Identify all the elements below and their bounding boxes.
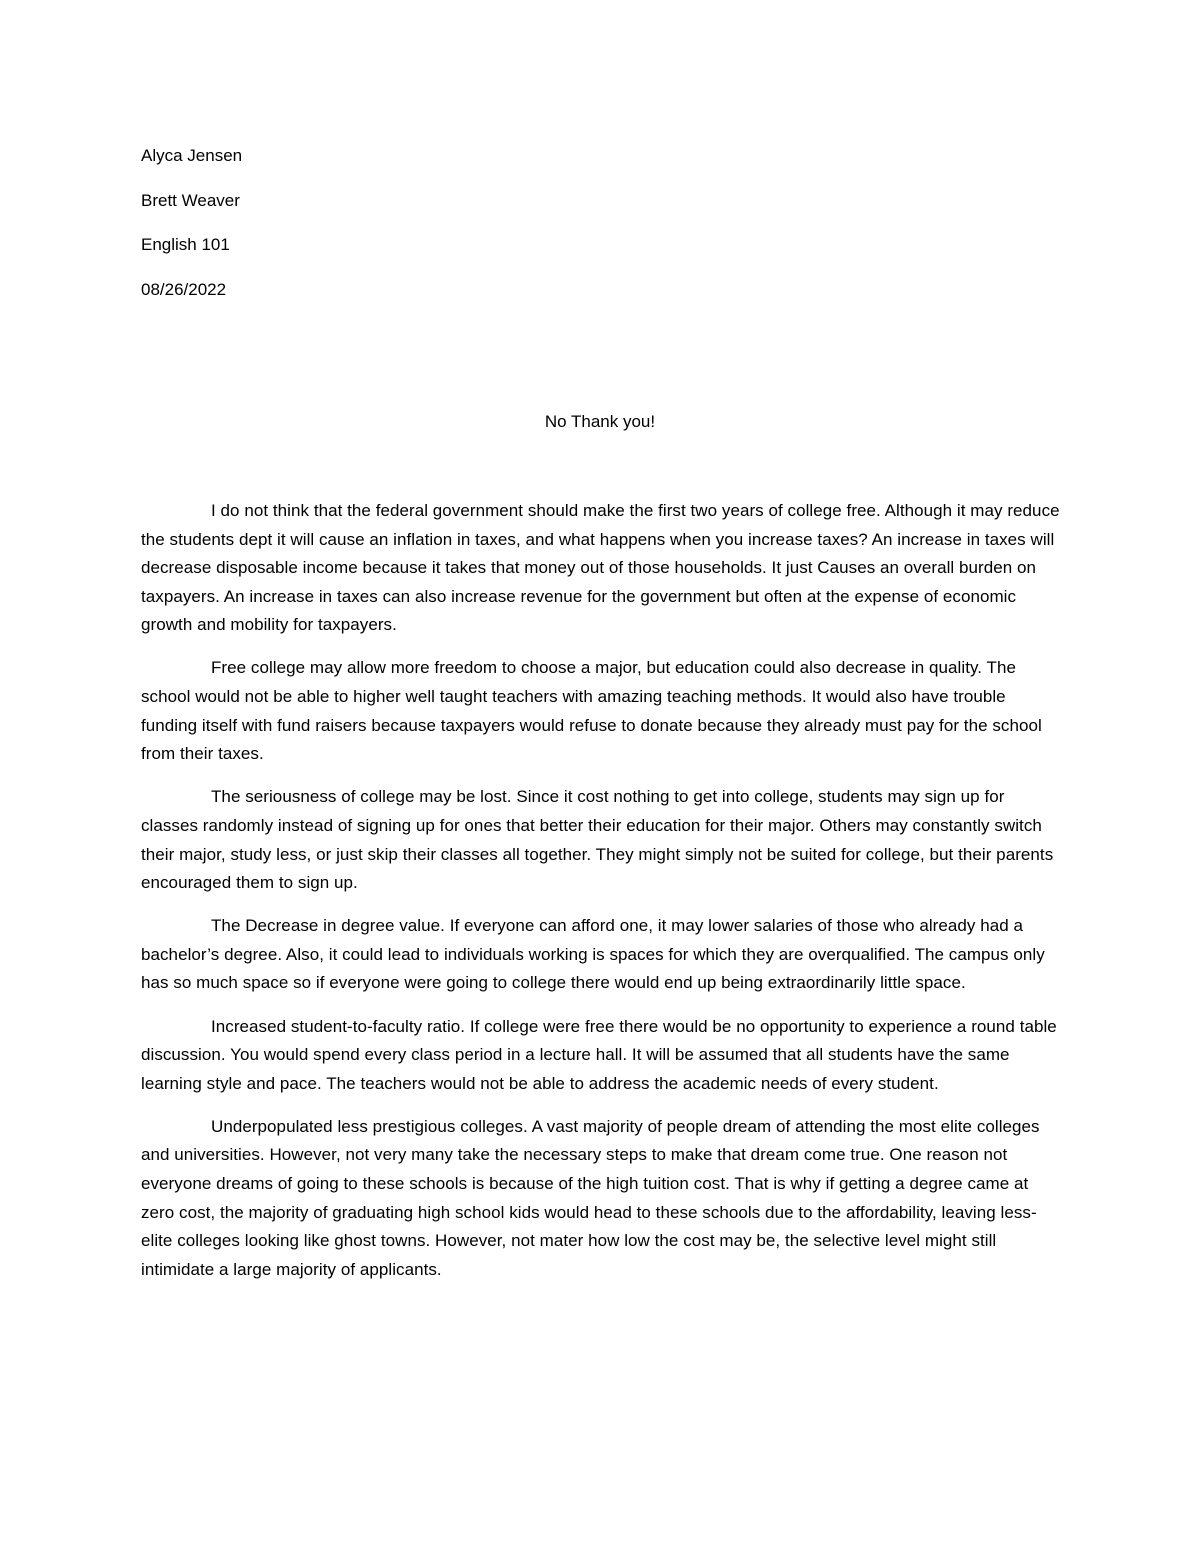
paragraph-5: Increased student-to-faculty ratio. If college were free there would be no opportunity to experience a round table discussion. You would spend every class period in a lecture hall. It will be assumed that all students have the same learning style and pace. The teachers would not be able to address the academic needs of every student. xyxy=(141,1016,1057,1093)
document-header xyxy=(141,142,741,320)
paragraph-3: The seriousness of college may be lost. Since it cost nothing to get into college, students may sign up for classes randomly instead of signing up for ones that better their education for their major. Others may constantly switch their major, study less, or just skip their classes all together. They might simply not be suited for college, but their parents encouraged them to sign up. xyxy=(141,787,1054,893)
paragraph-4: The Decrease in degree value. If everyone can afford one, it may lower salaries of those who already had a bachelor’s degree. Also, it could lead to individuals working is spaces for which they are overqualified. The campus only has so much space so if everyone were going to college there would end up being extraordinarily little space. xyxy=(141,916,1045,993)
paragraph-1: I do not think that the federal government should make the first two years of college free. Although it may reduce the students dept it will cause an inflation in taxes, and what happens when you increase taxes? An increase in taxes will decrease disposable income because it takes that money out of those households. It just Causes an overall burden on taxpayers. An increase in taxes can also increase revenue for the government but often at the expense of economic growth and mobility for taxpayers. xyxy=(141,501,1060,635)
document-date: 08/26/2022 xyxy=(141,279,227,299)
essay-body xyxy=(141,497,1063,1299)
essay-title: No Thank you! xyxy=(544,412,656,431)
paragraph-2: Free college may allow more freedom to choose a major, but education could also decrease in quality. The school would not be able to higher well taught teachers with amazing teaching methods. It would also have trouble funding itself with fund raisers because taxpayers would refuse to donate because they already must pay for the school from their taxes. xyxy=(141,658,1042,764)
instructor-name: Brett Weaver xyxy=(141,190,240,210)
paragraph-6: Underpopulated less prestigious colleges. A vast majority of people dream of attending the most elite colleges and universities. However, not very many take the necessary steps to make that dream come true. One reason not everyone dreams of going to these schools is because of the high tuition cost. That is why if getting a degree came at zero cost, the majority of graduating high school kids would head to these schools due to the affordability, leaving less-elite colleges looking like ghost towns. However, not mater how low the cost may be, the selective level might still intimidate a large majority of applicants. xyxy=(141,1116,1040,1279)
course-name: English 101 xyxy=(141,235,230,254)
author-name: Alyca Jensen xyxy=(141,146,243,165)
